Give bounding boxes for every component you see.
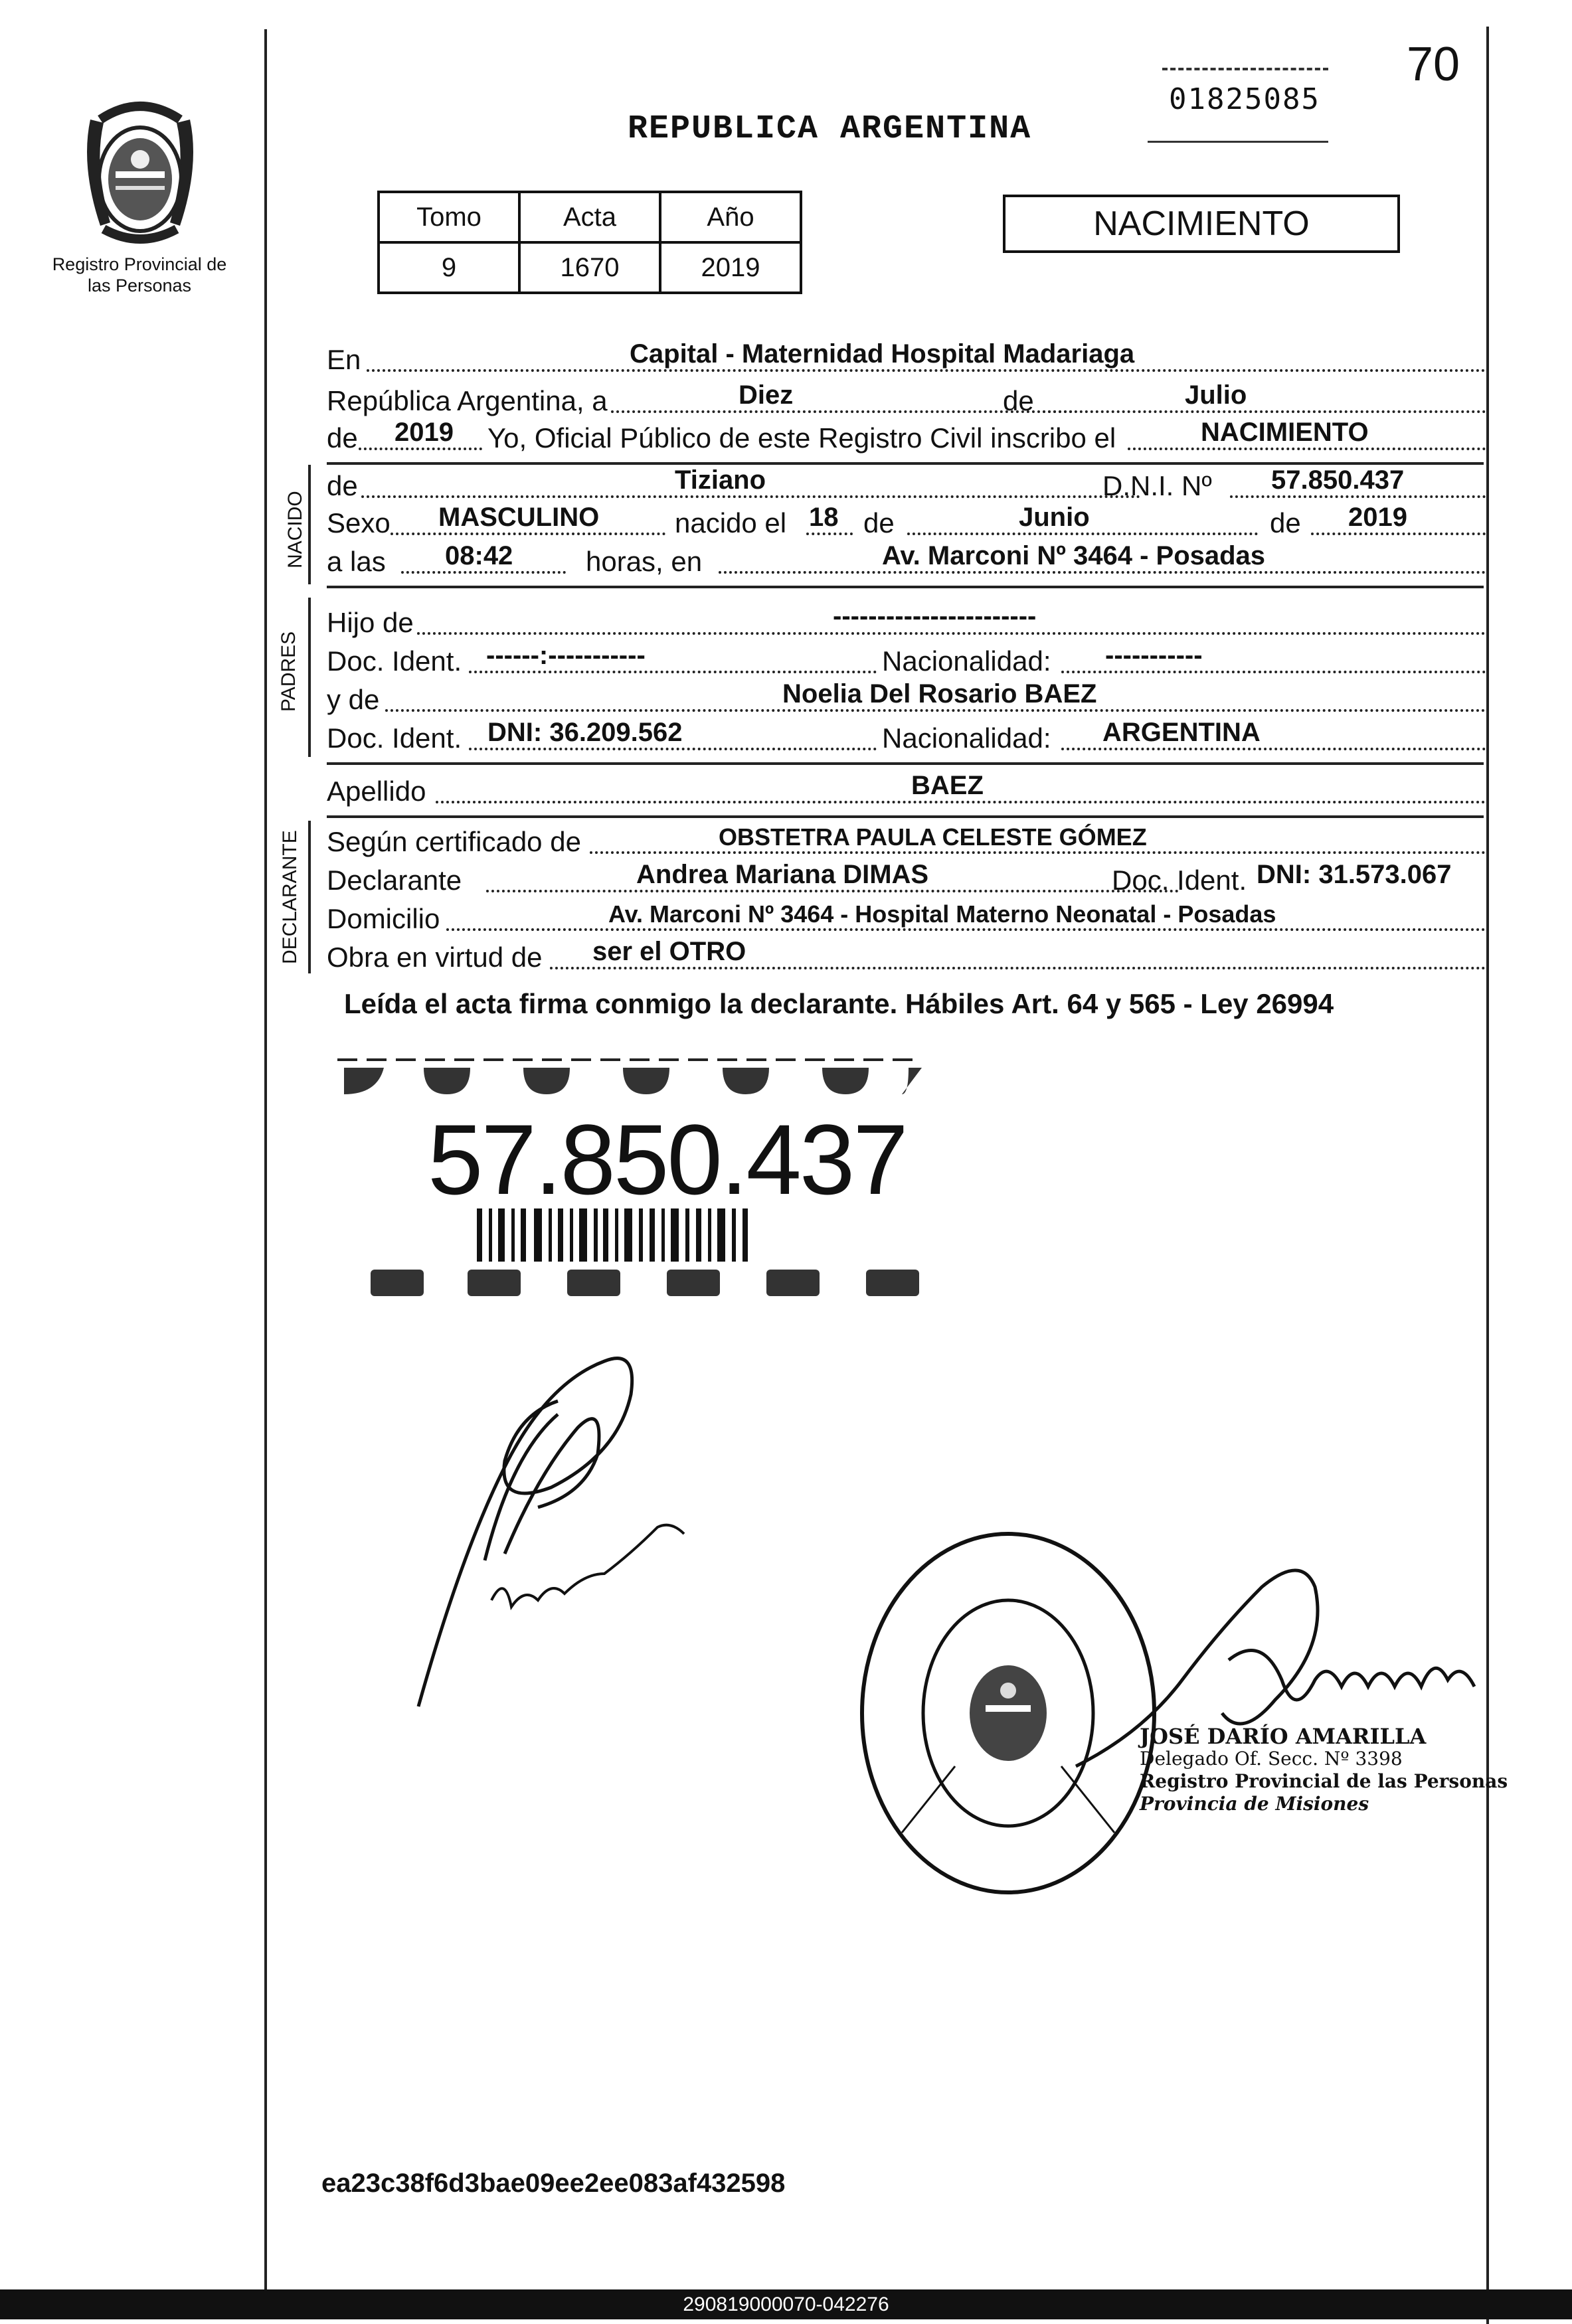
cert-value: OBSTETRA PAULA CELESTE GÓMEZ: [719, 823, 1147, 851]
dotted-line: [1230, 495, 1486, 498]
child-name: Tiziano: [675, 465, 766, 495]
de-label: de: [1270, 507, 1301, 539]
year-value: 2019: [394, 418, 454, 447]
horas-label: horas, en: [586, 546, 703, 577]
legal-statement: Leída el acta firma conmigo la declarante. Hábiles Art. 64 y 565 - Ley 26994: [344, 988, 1334, 1019]
doc-label: Doc. Ident.: [1112, 865, 1247, 896]
obra-label: Obra en virtud de: [327, 942, 543, 973]
nacionalidad-label: Nacionalidad:: [882, 722, 1051, 754]
declarant-signature: [405, 1321, 711, 1720]
mother-nationality: ARGENTINA: [1102, 718, 1261, 747]
document-hash: ea23c38f6d3bae09ee2ee083af432598: [321, 2169, 786, 2198]
father-nationality: -----------: [1105, 641, 1203, 670]
serial-underline: [1148, 141, 1328, 143]
table-header-tomo: Tomo: [379, 192, 519, 242]
dotted-line: [590, 851, 1486, 854]
dotted-line: [436, 801, 1486, 803]
act-type-box: NACIMIENTO: [1003, 195, 1400, 253]
dotted-line: [391, 533, 665, 535]
dotted-line: [401, 571, 566, 574]
en-label: En: [327, 344, 361, 375]
province-emblem-logo: [64, 93, 217, 252]
declarante-side-label: DECLARANTE: [279, 830, 301, 964]
hijo-label: Hijo de: [327, 607, 414, 638]
row-time-place: [327, 540, 1486, 580]
dotted-line: [367, 369, 1486, 372]
domicilio-value: Av. Marconi Nº 3464 - Hospital Materno Neonatal - Posadas: [608, 900, 1276, 928]
sexo-value: MASCULINO: [438, 503, 600, 532]
table-value-ano: 2019: [660, 242, 801, 293]
dotted-line: [469, 748, 877, 750]
official-name: JOSÉ DARÍO AMARILLA: [1140, 1724, 1427, 1749]
row-declarant: [327, 859, 1486, 899]
row-father-doc: [327, 640, 1486, 680]
declarant-name: Andrea Mariana DIMAS: [636, 860, 929, 889]
mother-name: Noelia Del Rosario BAEZ: [782, 679, 1097, 708]
cert-label: Según certificado de: [327, 826, 581, 857]
apellido-label: Apellido: [327, 776, 426, 807]
right-margin-line: [1486, 27, 1489, 2324]
de2-label: de: [327, 422, 358, 454]
inscribe-label: Yo, Oficial Público de este Registro Civil inscribo el: [487, 422, 1116, 454]
place-value: Capital - Maternidad Hospital Madariaga: [630, 339, 1135, 369]
dotted-line: [907, 533, 1258, 535]
section-bar: [308, 598, 311, 757]
nacido-label: nacido el: [675, 507, 787, 539]
birth-month: Junio: [1019, 503, 1090, 532]
de-label: de: [327, 470, 358, 501]
de-label: de: [863, 507, 895, 539]
row-domicilio: [327, 898, 1486, 938]
dotted-line: [1311, 533, 1486, 535]
row-mother-doc: [327, 717, 1486, 757]
nacionalidad-label: Nacionalidad:: [882, 645, 1051, 677]
serial-top-dash: [1162, 68, 1328, 70]
father-doc: ------:-----------: [486, 641, 646, 670]
father-name: -----------------------: [833, 602, 1037, 631]
dotted-line: [806, 533, 853, 535]
dotted-line: [550, 967, 1486, 969]
divider: [327, 815, 1484, 818]
alas-label: a las: [327, 546, 386, 577]
de-label: de: [1003, 385, 1034, 416]
domicilio-label: Domicilio: [327, 903, 440, 934]
dotted-line: [1061, 671, 1486, 673]
mother-doc: DNI: 36.209.562: [487, 718, 683, 747]
dotted-line: [719, 571, 1486, 574]
table-header-ano: Año: [660, 192, 801, 242]
dotted-line: [1043, 410, 1486, 413]
row-place: [327, 339, 1486, 378]
row-apellido: [327, 770, 1486, 810]
birth-year: 2019: [1348, 503, 1407, 532]
declarante-label: Declarante: [327, 865, 462, 896]
divider: [327, 762, 1484, 765]
divider: [327, 586, 1484, 588]
official-signature-block: [1140, 1725, 1508, 1815]
registration-table: [377, 191, 802, 294]
official-role: Delegado Of. Secc. Nº 3398: [1140, 1748, 1403, 1770]
row-obra: [327, 936, 1486, 976]
dotted-line: [361, 495, 1140, 498]
apellido-value: BAEZ: [911, 771, 984, 800]
day-value: Diez: [739, 380, 794, 410]
footer-code: 290819000070-042276: [0, 2289, 1572, 2319]
dni-label: D.N.I. Nº: [1102, 470, 1212, 501]
dotted-line: [469, 671, 877, 673]
row-date: [327, 380, 1486, 420]
country-title: REPUBLICA ARGENTINA: [628, 110, 1032, 148]
row-father: [327, 602, 1486, 641]
birth-hour: 08:42: [445, 541, 513, 570]
dotted-line: [486, 890, 1179, 892]
table-header-acta: Acta: [519, 192, 660, 242]
left-margin-line: [264, 29, 267, 2293]
row-name: [327, 465, 1486, 505]
registry-name: Registro Provincial de las Personas: [52, 254, 227, 295]
sexo-label: Sexo: [327, 507, 391, 539]
row-sex-birthdate: [327, 502, 1486, 542]
dotted-line: [385, 709, 1486, 712]
dni-big-number: 57.850.437: [428, 1104, 907, 1215]
doc-label: Doc. Ident.: [327, 645, 462, 677]
doc-label: Doc. Ident.: [327, 722, 462, 754]
official-province: Provincia de Misiones: [1140, 1793, 1369, 1815]
table-value-acta: 1670: [519, 242, 660, 293]
row-inscribe: [327, 417, 1486, 457]
serial-number: 01825085: [1169, 82, 1320, 116]
section-bar: [308, 465, 311, 584]
row-certificate: [327, 821, 1486, 861]
month-value: Julio: [1185, 380, 1247, 410]
declarant-doc: DNI: 31.573.067: [1257, 860, 1452, 889]
dotted-line: [1061, 748, 1486, 750]
dotted-line: [359, 448, 482, 450]
inscribe-value: NACIMIENTO: [1201, 418, 1369, 447]
official-org: Registro Provincial de las Personas: [1140, 1770, 1508, 1792]
dotted-line: [1128, 448, 1486, 450]
padres-side-label: PADRES: [278, 631, 300, 712]
page-number: 70: [1407, 38, 1460, 91]
table-value-tomo: 9: [379, 242, 519, 293]
republica-label: República Argentina, a: [327, 385, 608, 416]
row-mother: [327, 679, 1486, 718]
dotted-line: [446, 928, 1486, 931]
yde-label: y de: [327, 684, 380, 715]
section-bar: [308, 821, 311, 973]
dotted-line: [417, 632, 1486, 635]
child-dni: 57.850.437: [1271, 465, 1405, 495]
birth-place: Av. Marconi Nº 3464 - Posadas: [882, 541, 1266, 570]
nacido-side-label: NACIDO: [284, 491, 306, 568]
obra-value: ser el OTRO: [592, 937, 746, 966]
birth-day: 18: [809, 503, 839, 532]
